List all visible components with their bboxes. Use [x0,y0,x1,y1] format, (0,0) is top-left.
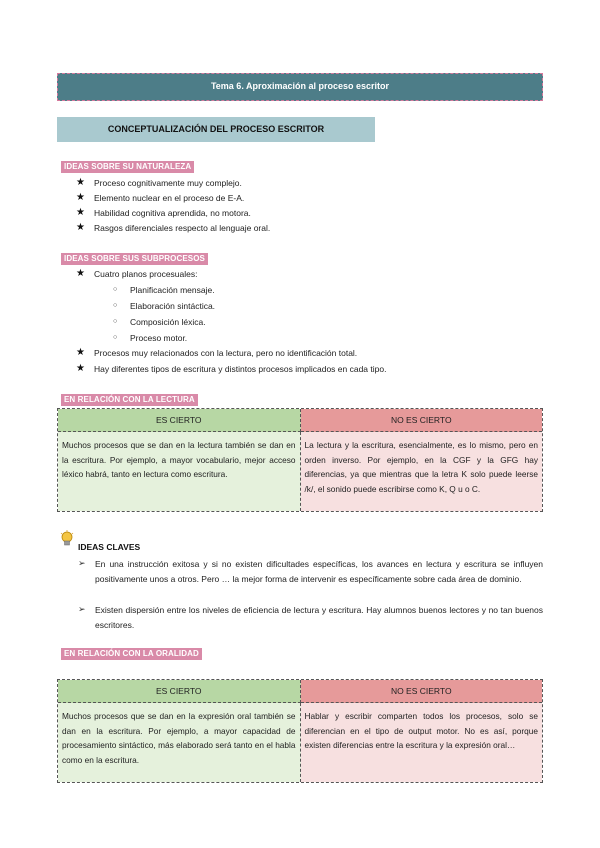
list-item: Rasgos diferenciales respecto al lenguaje oral. [94,223,271,233]
list-item: Proceso cognitivamente muy complejo. [94,178,242,188]
section-title: CONCEPTUALIZACIÓN DEL PROCESO ESCRITOR [57,117,375,142]
star-bullet-icon: ★ [76,207,85,218]
sub-list-item: Proceso motor. [130,333,188,343]
tag-lectura: EN RELACIÓN CON LA LECTURA [61,394,198,406]
star-bullet-icon: ★ [76,192,85,203]
sub-list-item: Elaboración sintáctica. [130,301,216,311]
list-item: Elemento nuclear en el proceso de E-A. [94,193,245,203]
cell-no-es-cierto: Hablar y escribir comparten todos los procesos, solo se diferencian en el tipo de output motor. No es así, porque existen diferencias entre la escritura y la expresión oral… [301,703,543,782]
cell-es-cierto: Muchos procesos que se dan en la lectura también se dan en la escritura. Por ejemplo, a mayor vocabulario, mejor acceso léxico habrá, tanto en lectura como escritura. [58,432,301,511]
arrow-bullet-icon: ➢ [78,604,86,614]
claves-paragraph-2: Existen dispersión entre los niveles de eficiencia de lectura y escritura. Hay alumnos buenos lectores y no tan buenos escritores. [95,605,543,630]
oralidad-table [57,679,543,783]
tag-oralidad: EN RELACIÓN CON LA ORALIDAD [61,648,202,660]
col-es-cierto: ES CIERTO [58,680,301,703]
lectura-table [57,408,543,512]
list-item: Habilidad cognitiva aprendida, no motora. [94,208,251,218]
circle-bullet-icon: ○ [113,334,118,341]
claves-paragraph-1: En una instrucción exitosa y si no existen dificultades específicas, los avances en lectura y escritura se influyen positivamente unos a otros. Pero … la mejor forma de intervenir es específicamente sobre cada área de dominio. [95,559,543,584]
star-bullet-icon: ★ [76,347,85,358]
circle-bullet-icon: ○ [113,302,118,309]
ideas-claves-title: IDEAS CLAVES [78,542,141,552]
star-bullet-icon: ★ [76,177,85,188]
col-es-cierto: ES CIERTO [58,409,301,432]
sub-list-item: Composición léxica. [130,317,206,327]
tag-subprocesos: IDEAS SOBRE SUS SUBPROCESOS [61,253,208,265]
cell-es-cierto: Muchos procesos que se dan en la expresión oral también se dan en la escritura. Por ejemplo, a mayor capacidad de procesamiento sintáctico, más elaborado será tanto en el habla como en la escritura. [58,703,301,782]
col-no-es-cierto: NO ES CIERTO [301,409,543,432]
circle-bullet-icon: ○ [113,318,118,325]
cell-no-es-cierto: La lectura y la escritura, esencialmente, es lo mismo, pero en orden inverso. Por ejemplo, en la CGF y la GFG hay diferencias, ya que mientras que la letra K solo puede leerse /k/, el sonido puede escribirse como K, Q u o C. [301,432,543,511]
list-item: Procesos muy relacionados con la lectura, pero no identificación total. [94,348,358,358]
star-bullet-icon: ★ [76,363,85,374]
circle-bullet-icon: ○ [113,286,118,293]
list-item: Hay diferentes tipos de escritura y distintos procesos implicados en cada tipo. [94,364,387,374]
page-title: Tema 6. Aproximación al proceso escritor [57,73,543,101]
star-bullet-icon: ★ [76,222,85,233]
star-bullet-icon: ★ [76,268,85,279]
lightbulb-icon [60,530,74,548]
sub-list-item: Planificación mensaje. [130,285,215,295]
col-no-es-cierto: NO ES CIERTO [301,680,543,703]
list-item: Cuatro planos procesuales: [94,269,198,279]
arrow-bullet-icon: ➢ [78,558,86,568]
tag-naturaleza: IDEAS SOBRE SU NATURALEZA [61,161,194,173]
